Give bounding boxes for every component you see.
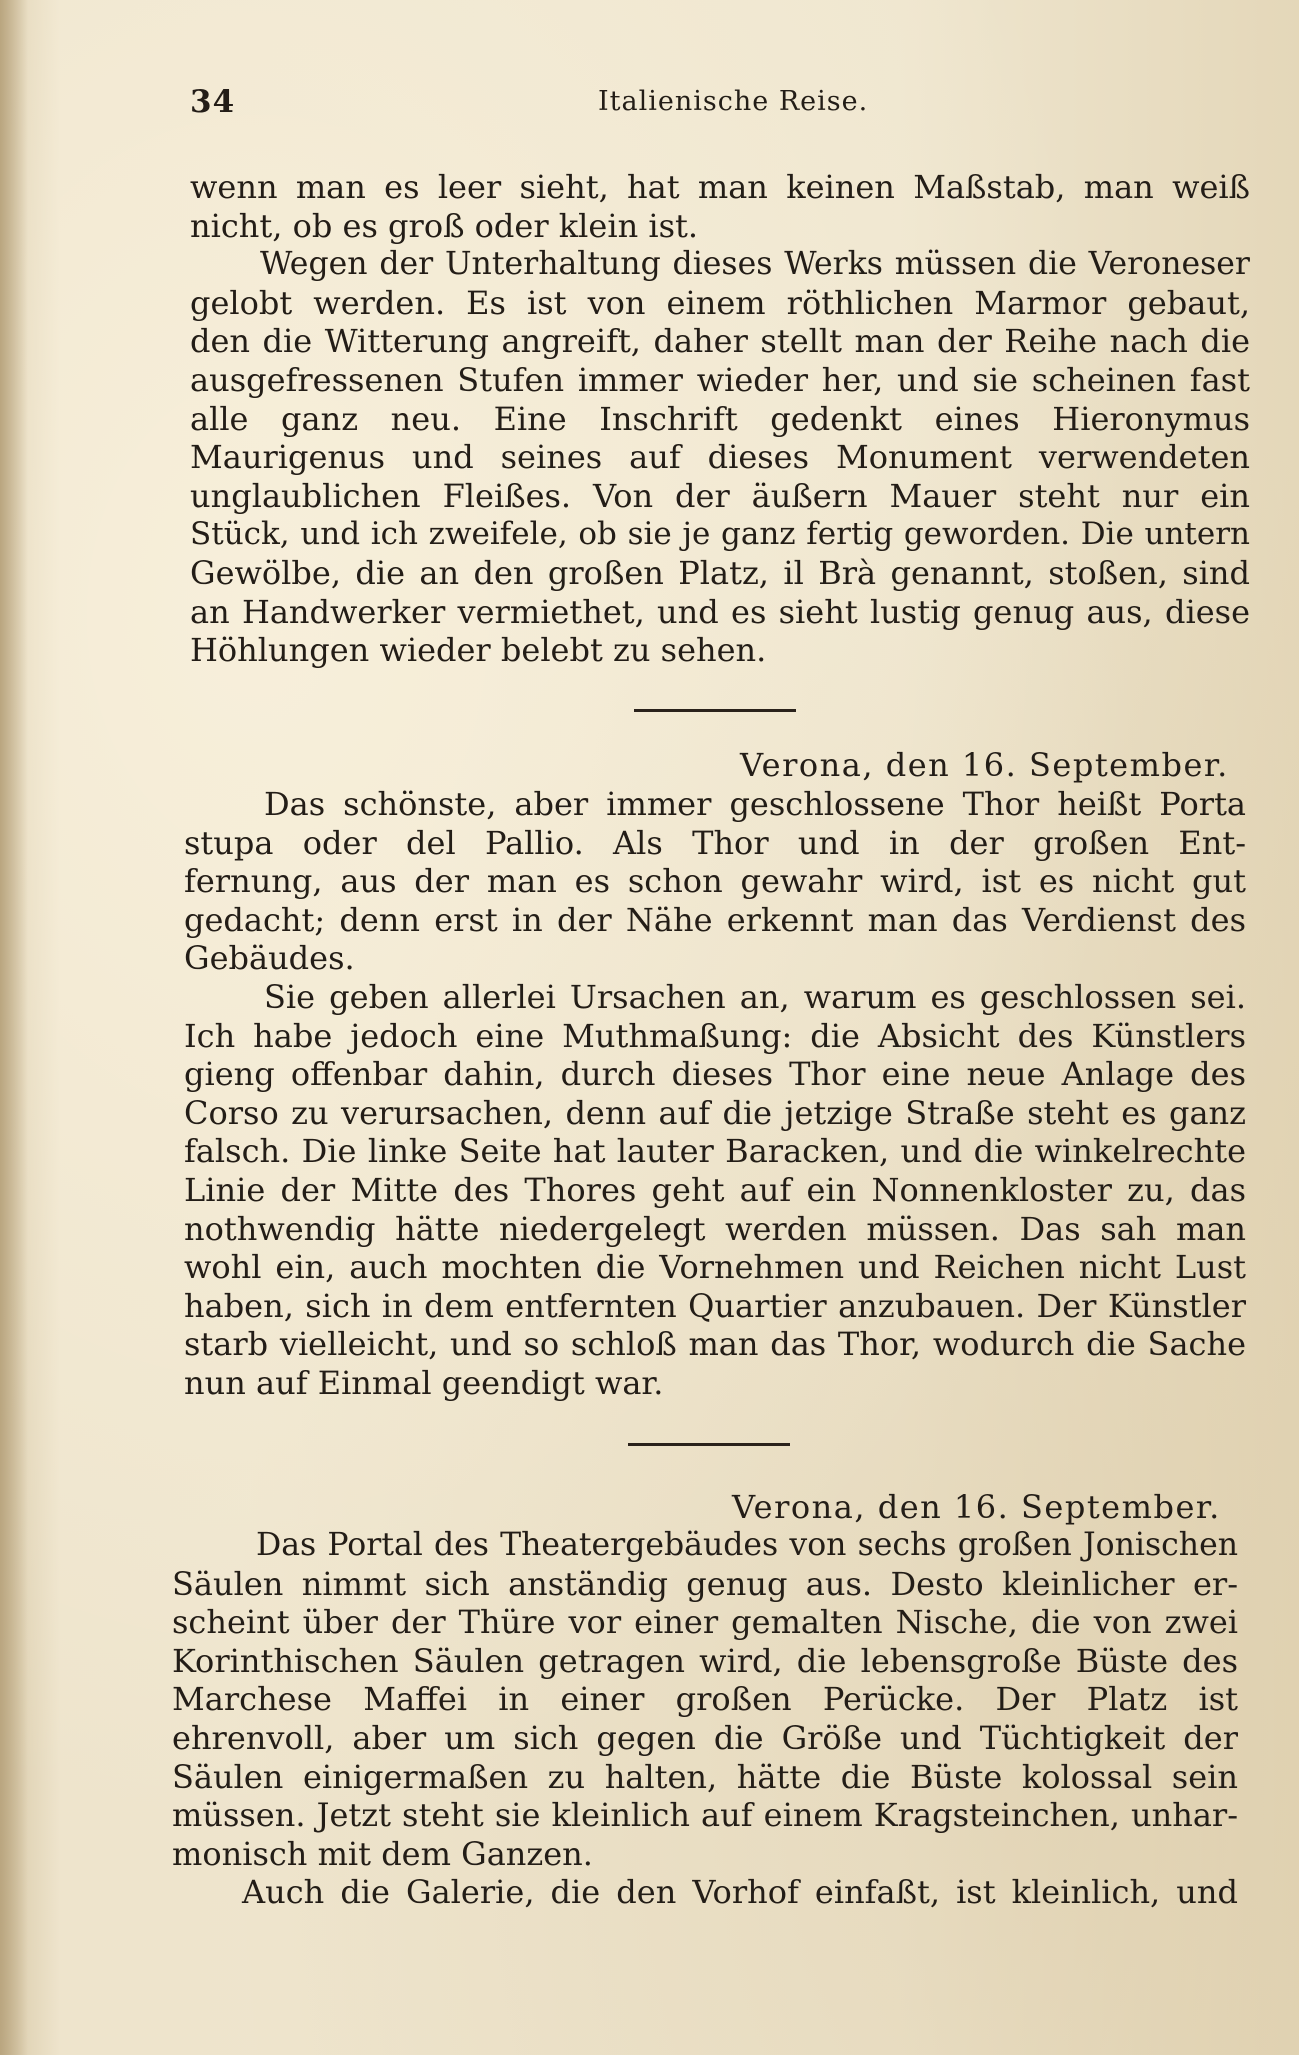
- text-line: Höhlungen wieder belebt zu sehen.: [190, 631, 767, 670]
- text-line: ehrenvoll, aber um sich gegen die Größe und Tüchtigkeit der: [172, 1718, 1238, 1757]
- text-line: müssen. Jetzt steht sie kleinlich auf einem Kragsteinchen, unhar-: [172, 1796, 1238, 1835]
- text-line: wenn man es leer sieht, hat man keinen Maßstab, man weiß: [190, 168, 1250, 206]
- dateline: Verona, den 16. September.: [740, 746, 1229, 784]
- section-divider: [634, 709, 796, 712]
- text-line: scheint über der Thüre vor einer gemalten Nische, die von zwei: [172, 1603, 1238, 1642]
- text-line: Gebäudes.: [184, 939, 355, 978]
- text-line: ausgefressenen Stufen immer wieder her, und sie scheinen fast: [190, 360, 1250, 399]
- text-line: Maurigenus und seines auf dieses Monument verwendeten: [190, 438, 1250, 477]
- page-number: 34: [190, 84, 236, 120]
- text-line: Säulen nimmt sich anständig genug aus. Desto kleinlicher er-: [172, 1564, 1238, 1603]
- text-line: Gewölbe, die an den großen Platz, il Brà genannt, stoßen, sind: [190, 553, 1250, 592]
- text-line: starb vielleicht, und so schloß man das Thor, wodurch die Sache: [184, 1325, 1246, 1364]
- text-line: Korinthischen Säulen getragen wird, die lebensgroße Büste des: [172, 1641, 1238, 1680]
- text-line: wohl ein, auch mochten die Vornehmen und Reichen nicht Lust: [184, 1248, 1246, 1287]
- text-line: monisch mit dem Ganzen.: [172, 1834, 593, 1873]
- section-1-text: [190, 168, 1250, 670]
- text-line: Corso zu verursachen, denn auf die jetzige Straße steht es ganz: [184, 1093, 1246, 1132]
- text-line: Marchese Maffei in einer großen Perücke. Der Platz ist: [172, 1680, 1238, 1719]
- text-line: gieng offenbar dahin, durch dieses Thor eine neue Anlage des: [184, 1055, 1246, 1094]
- text-line: Stück, und ich zweifele, ob sie je ganz fertig geworden. Die untern: [190, 516, 1250, 553]
- text-line: Sie geben allerlei Ursachen an, warum es geschlossen sei.: [264, 977, 1246, 1016]
- text-line: den die Witterung angreift, daher stellt man der Reihe nach die: [190, 322, 1250, 361]
- section-divider: [628, 1443, 790, 1446]
- text-line: Das schönste, aber immer geschlossene Thor heißt Porta: [264, 785, 1246, 823]
- text-line: alle ganz neu. Eine Inschrift gedenkt eines Hieronymus: [190, 399, 1250, 438]
- dateline: Verona, den 16. September.: [732, 1488, 1221, 1526]
- text-line: Wegen der Unterhaltung dieses Werks müssen die Veroneser: [260, 246, 1250, 283]
- text-line: fernung, aus der man es schon gewahr wird, ist es nicht gut: [184, 862, 1246, 901]
- text-line: gedacht; denn erst in der Nähe erkennt man das Verdienst des: [184, 900, 1246, 939]
- text-line: Säulen einigermaßen zu halten, hätte die Büste kolossal sein: [172, 1757, 1238, 1796]
- page-header: [190, 84, 1250, 124]
- text-line: Das Portal des Theatergebäudes von sechs großen Jonischen: [256, 1527, 1238, 1563]
- text-line: Ich habe jedoch eine Muthmaßung: die Absicht des Künstlers: [184, 1016, 1246, 1055]
- text-line: stupa oder del Pallio. Als Thor und in der großen Ent-: [184, 823, 1246, 862]
- text-line: gelobt werden. Es ist von einem röthlichen Marmor gebaut,: [190, 283, 1250, 322]
- text-line: Linie der Mitte des Thores geht auf ein Nonnenkloster zu, das: [184, 1170, 1246, 1209]
- text-line: nun auf Einmal geendigt war.: [184, 1363, 664, 1402]
- text-line: falsch. Die linke Seite hat lauter Baracken, und die winkelrechte: [184, 1132, 1246, 1171]
- section-2-text: [184, 785, 1246, 1403]
- text-line: unglaublichen Fleißes. Von der äußern Mauer steht nur ein: [190, 476, 1250, 515]
- section-3-text: [172, 1526, 1238, 1912]
- text-line: nicht, ob es groß oder klein ist.: [190, 206, 699, 245]
- text-line: haben, sich in dem entfernten Quartier anzubauen. Der Künstler: [184, 1286, 1246, 1325]
- text-line: an Handwerker vermiethet, und es sieht lustig genug aus, diese: [190, 592, 1250, 631]
- running-title: Italienische Reise.: [598, 86, 869, 117]
- text-line: Auch die Galerie, die den Vorhof einfaßt, ist kleinlich, und: [242, 1873, 1238, 1912]
- text-line: nothwendig hätte niedergelegt werden müssen. Das sah man: [184, 1209, 1246, 1248]
- page-gutter-shadow: [0, 0, 28, 2055]
